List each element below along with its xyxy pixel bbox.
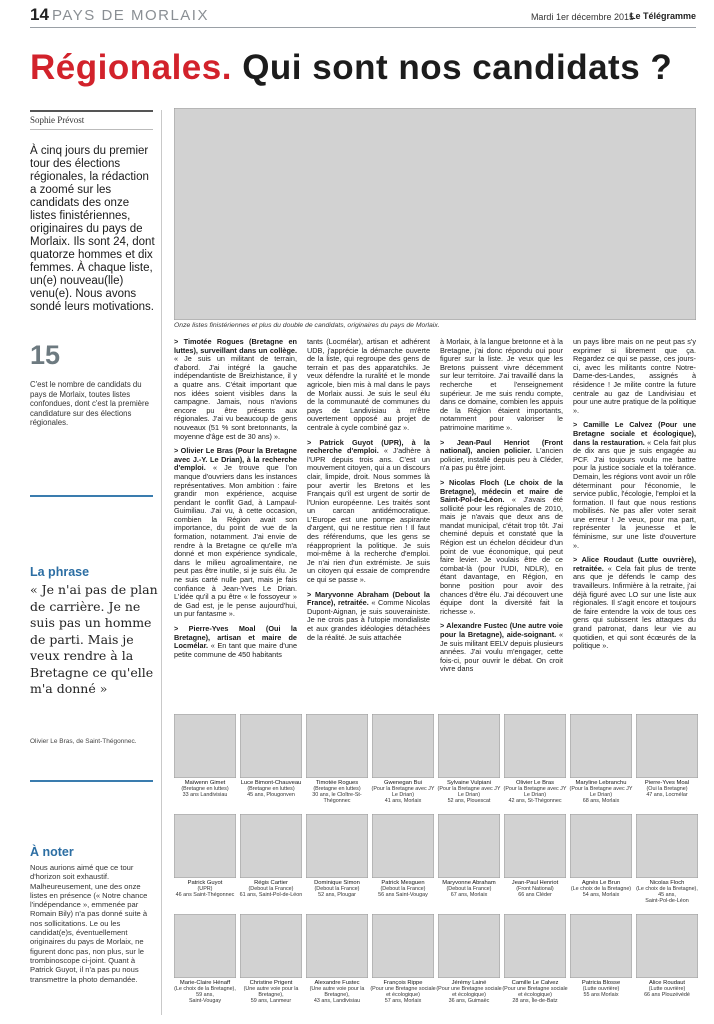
candidate-caption	[634, 980, 700, 998]
candidate-list: (Debout la France)	[314, 886, 360, 892]
candidate-info: 55 ans Morlaix	[583, 992, 619, 998]
note-heading: À noter	[30, 845, 74, 859]
entry-text: « Cela fait plus de trente ans que je défends le camp des travailleurs. Infirmière à la retraite, j'ai déjà figuré avec LO sur une liste aux régionales. Il s'agit encore et toujours de faire entendre la voix de tous ces gens qui subissent les attaques du grand patronat, dans leur vie au quotidien, et qui sont écœurés de la politique ».	[573, 563, 696, 651]
candidate-caption	[172, 780, 238, 798]
issue-date: Mardi 1er décembre 2015	[530, 12, 634, 22]
candidate-caption	[304, 880, 370, 898]
candidate-name: Gwenegan Bui	[383, 780, 423, 786]
entry-name: > Olivier Le Bras (Pour la Bretagne avec J.-Y. Le Drian), à la recherche d'emploi.	[174, 446, 297, 473]
candidate-info: 54 ans, Morlaix	[582, 892, 620, 898]
candidate-info: 66 ans Plouzévédé	[644, 992, 690, 998]
candidate-name: Maryvonne Abraham	[442, 880, 496, 886]
candidate-info: 59 ans, Lanmeur	[250, 998, 292, 1004]
candidate-caption	[304, 980, 370, 1004]
entry-text: tants (Locmélar), artisan et adhérent UDB, j'apprécie la démarche ouverte de la liste, qui regroupe des gens de terrain et pas des apparatchiks. Je veux défendre la ruralité et le monde agricole, bien mis à mal dans le pays de Morlaix aussi. Je suis le seul élu de la communauté de communes du pays de Landivisiau à m'être ouvertement opposé au projet de centrale à cycle combiné gaz ».	[307, 338, 430, 432]
candidate-entry	[307, 439, 430, 585]
candidate-list: (Bretagne en luttes)	[313, 786, 361, 792]
candidate-card	[570, 814, 632, 914]
candidate-list: (Oui la Bretagne)	[646, 786, 688, 792]
candidate-photo	[372, 714, 434, 778]
candidate-card	[504, 914, 566, 1014]
candidate-name: Pierre-Yves Moal	[644, 780, 690, 786]
candidate-photo	[240, 814, 302, 878]
candidate-entry	[174, 447, 297, 619]
candidate-list: (Une autre voie pour la Bretagne),	[243, 986, 299, 998]
candidate-card	[240, 814, 302, 914]
candidate-info: 66 ans Cléder	[518, 892, 552, 898]
candidate-caption	[238, 880, 304, 898]
candidate-card	[372, 914, 434, 1014]
candidate-card	[306, 914, 368, 1014]
candidate-list: (Bretagne en luttes)	[181, 786, 229, 792]
photo-caption: Onze listes finistériennes et plus du double de candidats, originaires du pays de Morlaix.	[174, 322, 440, 329]
candidate-info: 33 ans Landivisiau	[182, 792, 228, 798]
candidate-photo	[504, 714, 566, 778]
entry-text: « Je suis un militant de terrain, d'abord. J'ai intégré la gauche indépendantiste de Breizhistance, il y a quatre ans. C'était important que nos idées soient visibles dans la campagne. Jamais, nous n'avions encore pu être présents aux régionales. J'ai vu beaucoup de gens nouveaux (51 % sont bretonnants, la moyenne d'âge est de 30 ans) ».	[174, 354, 297, 441]
candidate-entry	[307, 591, 430, 643]
candidate-info: 46 ans Saint-Thégonnec	[175, 892, 235, 898]
candidate-photo	[504, 814, 566, 878]
candidate-name: Dominique Simon	[314, 880, 360, 886]
article-column-3	[440, 338, 563, 706]
candidate-caption	[436, 980, 502, 1004]
candidate-card	[636, 714, 698, 814]
candidate-card	[438, 714, 500, 814]
candidate-photo	[570, 914, 632, 978]
article-column-2	[307, 338, 430, 706]
article-column-1	[174, 338, 297, 706]
candidate-info: 28 ans, Île-de-Batz	[512, 998, 558, 1004]
candidate-caption	[436, 880, 502, 898]
candidate-info: 56 ans Saint-Vougay	[378, 892, 428, 898]
page-header	[30, 5, 696, 28]
phrase-quote: « Je n'ai pas de plan de carrière. Je ne suis pas un homme de parti. Mais je veux rendre à la Bretagne ce qu'elle m'a donné »	[30, 582, 158, 696]
column-divider	[161, 110, 162, 1015]
candidate-list: (Bretagne en luttes)	[247, 786, 295, 792]
candidate-photo	[306, 714, 368, 778]
candidate-caption	[502, 980, 568, 1004]
entry-text: à Morlaix, à la langue bretonne et à la Bretagne, j'ai donc répondu oui pour figurer sur la liste. Je veux que les Bretons puissent vivre décemment sur leur territoire. J'ai travaillé dans la recherche et l'enseignement supérieur. Je me suis rendu compte, dans ce domaine, combien les appuis de la Région étaient importants, notamment pour valoriser le patrimoine maritime ».	[440, 338, 563, 432]
title-headline: Qui sont nos candidats ?	[242, 48, 673, 87]
candidate-entry	[440, 338, 563, 433]
candidate-caption	[304, 780, 370, 804]
candidate-caption	[238, 780, 304, 798]
candidate-card	[240, 714, 302, 814]
candidate-info: 47 ans, Locmélar	[646, 792, 688, 798]
candidate-info: 68 ans, Morlaix	[582, 798, 620, 804]
candidate-list: (Pour la Bretagne avec JY Le Drian)	[371, 786, 435, 798]
section-name: PAYS DE MORLAIX	[52, 7, 209, 24]
entry-text: « Comme Nicolas Dupont-Aignan, je suis souverainiste. Je ne crois pas à l'utopie mondialiste et aux grandes idéologies détachées de la réalité. Je suis attachée	[307, 598, 430, 642]
candidate-list: (Debout la France)	[380, 886, 426, 892]
candidate-entry	[174, 338, 297, 441]
candidate-card	[240, 914, 302, 1014]
candidate-entry	[440, 439, 563, 473]
photo-image	[174, 108, 696, 320]
candidate-name: Alice Roudaut	[648, 980, 686, 986]
candidate-caption	[568, 780, 634, 804]
entry-name: > Jean-Paul Henriot (Front national), ancien policier.	[440, 437, 563, 456]
stat-text: C'est le nombre de candidats du pays de Morlaix, toutes listes confondues, dont c'est la première candidature sur des élections régionales.	[30, 380, 149, 428]
candidate-grid	[174, 714, 696, 1014]
candidate-entry	[573, 421, 696, 550]
entry-text: « Cela fait plus de dix ans que je suis engagée au PCF. J'ai toujours voulu me battre pour la justice sociale et la tolérance. Demain, les régions vont avoir un rôle déterminant pour l'économie, le service public, l'écologie, l'emploi et la formation. Il faut que nous restions mobilisés. Ne pas aller voter serait une erreur ! Je veux, pour ma part, représenter la jeunesse et le féminisme, sur une liste d'ouverture ».	[573, 437, 696, 550]
candidate-photo	[306, 814, 368, 878]
title-keyword: Régionales.	[30, 48, 232, 87]
candidate-name: Luce Bimont-Chauveau	[240, 780, 302, 786]
candidate-photo	[174, 714, 236, 778]
candidate-card	[636, 914, 698, 1014]
entry-name: > Patrick Guyot (UPR), à la recherche d'emploi.	[307, 437, 430, 456]
entry-name: > Maryvonne Abraham (Debout la France), retraitée.	[307, 589, 430, 608]
entry-name: > Alice Roudaut (Lutte ouvrière), retraitée.	[573, 555, 696, 573]
entry-text: « Je suis militant EELV depuis plusieurs années. J'ai voulu m'engager, cette fois-ci, pour ouvrir le débat. On croit vivre dans	[440, 630, 563, 674]
candidate-entry	[307, 338, 430, 433]
candidate-caption	[436, 780, 502, 804]
candidate-entry	[440, 622, 563, 674]
candidate-info: Saint-Pol-de-Léon	[645, 898, 689, 904]
note-text: Nous aurions aimé que ce tour d'horizon soit exhaustif. Malheureusement, une des onze listes en présence (« Notre chance l'indépendance », emmenée par Romain Bily) n'a pas donné suite à nos sollicitations. Le ou les candidat(e)s, éventuellement originaires du pays de Morlaix, ne figurent donc pas, non plus, sur le trombinoscope ci-joint. Quant à Patrick Guyot, il n'a pas pu nous transmettre la photo demandée.	[30, 863, 148, 984]
candidate-info: 45 ans, Plougonven	[247, 792, 295, 798]
candidate-card	[570, 714, 632, 814]
candidate-caption	[634, 780, 700, 798]
candidate-info: 57 ans, Morlaix	[384, 998, 422, 1004]
entry-text: « En tant que maire d'une petite commune de 450 habitants	[174, 641, 297, 659]
candidate-photo	[372, 814, 434, 878]
candidate-name: Alexandre Fustec	[314, 980, 360, 986]
candidate-name: Patrick Guyot	[187, 880, 223, 886]
candidate-list: (Pour une Bretagne sociale et écologique)	[502, 986, 568, 998]
candidate-info: 36 ans, Guimaëc	[448, 998, 490, 1004]
candidate-list: (Debout la France)	[248, 886, 294, 892]
candidate-caption	[238, 980, 304, 1004]
street-photo	[174, 108, 696, 320]
candidate-info: Saint-Vougay	[188, 998, 222, 1004]
candidate-name: Patrick Mesguen	[381, 880, 425, 886]
candidate-photo	[636, 814, 698, 878]
entry-name: > Pierre-Yves Moal (Oui la Bretagne), artisan et maire de Locmélar.	[174, 624, 297, 651]
candidate-list: (Lutte ouvrière)	[648, 986, 686, 992]
candidate-card	[306, 714, 368, 814]
candidate-name: Jérémy Lainé	[451, 980, 487, 986]
candidate-photo	[174, 914, 236, 978]
candidate-list: (UPR)	[197, 886, 213, 892]
candidate-caption	[370, 980, 436, 1004]
candidate-list: (Front National)	[516, 886, 554, 892]
candidate-info: 52 ans, Plouescat	[447, 798, 491, 804]
stat-number: 15	[30, 340, 61, 370]
entry-name: > Alexandre Fustec (Une autre voie pour la Bretagne), aide-soignant.	[440, 621, 563, 639]
candidate-photo	[240, 714, 302, 778]
candidate-list: (Pour une Bretagne sociale et écologique)	[370, 986, 436, 998]
candidate-name: François Rippe	[383, 980, 423, 986]
candidate-photo	[570, 714, 632, 778]
candidate-name: Christine Prigent	[249, 980, 293, 986]
candidate-info: 42 ans, St-Thégonnec	[508, 798, 562, 804]
candidate-photo	[438, 914, 500, 978]
candidate-photo	[306, 914, 368, 978]
candidate-photo	[372, 914, 434, 978]
candidate-list: (Le choix de la Bretagne), 45 ans,	[636, 886, 698, 898]
candidate-list: (Lutte ouvrière)	[582, 986, 620, 992]
candidate-card	[504, 714, 566, 814]
candidate-card	[372, 714, 434, 814]
candidate-list: (Le choix de la Bretagne), 59 ans,	[174, 986, 236, 998]
page-title	[30, 48, 672, 88]
candidate-caption	[634, 880, 700, 904]
candidate-name: Camille Le Calvez	[511, 980, 559, 986]
entry-name: > Camille Le Calvez (Pour une Bretagne sociale et écologique), dans la restauration.	[573, 420, 696, 447]
candidate-list: (Le choix de la Bretagne)	[570, 886, 632, 892]
candidate-card	[504, 814, 566, 914]
intro-text: À cinq jours du premier tour des élections régionales, la rédaction a zoomé sur les candidats des onze listes finistériennes, originaires du pays de Morlaix. Ils sont 24, dont quatorze hommes et dix femmes. À chaque liste, un(e) nouveau(lle) venu(e). Nous avons sondé leurs motivations.	[30, 145, 155, 313]
entry-text: un pays libre mais on ne peut pas s'y exprimer si librement que ça. Regardez ce qui se passe, ces jours-ci, avec les militants contre Notre-Dame-des-Landes, assignés à résidence ! Je milite contre la future centrale au gaz de Landivisiau et pour une autre pratique de la politique ».	[573, 338, 696, 415]
candidate-card	[306, 814, 368, 914]
candidate-name: Maïwenn Gimet	[184, 780, 226, 786]
candidate-photo	[438, 814, 500, 878]
candidate-list: (Une autre voie pour la Bretagne),	[309, 986, 365, 998]
candidate-name: Marie-Claire Hénaff	[179, 980, 231, 986]
candidate-caption	[568, 980, 634, 998]
candidate-card	[438, 814, 500, 914]
candidate-name: Régis Cartier	[254, 880, 288, 886]
entry-name: > Nicolas Floch (Le choix de la Bretagne), médecin et maire de Saint-Pol-de-Léon.	[440, 477, 563, 505]
sidebar-rule	[30, 495, 153, 497]
newspaper-name: Le Télégramme	[629, 11, 696, 21]
phrase-source: Olivier Le Bras, de Saint-Thégonnec.	[30, 738, 137, 745]
candidate-photo	[636, 914, 698, 978]
entry-text: « Je trouve que l'on manque d'ouvriers dans les instances représentatives. Mon ambition : faire grandir mon expérience, acquise pendant le conflit Gad, à Lampaul-Guimiliau. J'ai vu, à cette occasion, combien la Région avait son importance, du point de vue de la formation, notamment. J'ai envie de rendre à la Bretagne ce qu'elle m'a donné et mon expérience syndicale, dans le milieu agroalimentaire, ne peut pas être inutile, si je suis élu. Je ne suis carté nulle part, mais je fais confiance à Jean-Yves Le Drian. L'idée qu'il a pu être « le fossoyeur » de Gad est, je le pense aujourd'hui, un pur fantasme ».	[174, 463, 297, 619]
candidate-name: Jean-Paul Henriot	[511, 880, 559, 886]
candidate-list: (Debout la France)	[446, 886, 492, 892]
entry-name: > Timotée Rogues (Bretagne en luttes), surveillant dans un collège.	[174, 338, 297, 355]
candidate-photo	[438, 714, 500, 778]
candidate-caption	[172, 980, 238, 1004]
candidate-photo	[504, 914, 566, 978]
candidate-card	[372, 814, 434, 914]
candidate-info: 67 ans, Morlaix	[450, 892, 488, 898]
candidate-info: 30 ans, le Cloître-St-Thégonnec	[312, 792, 362, 804]
candidate-photo	[636, 714, 698, 778]
candidate-caption	[568, 880, 634, 898]
candidate-card	[174, 714, 236, 814]
candidate-caption	[370, 880, 436, 898]
candidate-card	[174, 814, 236, 914]
candidate-info: 52 ans, Plougar	[318, 892, 356, 898]
candidate-list: (Pour la Bretagne avec JY Le Drian)	[503, 786, 567, 798]
sidebar-rule	[30, 780, 153, 782]
candidate-name: Agnès Le Brun	[581, 880, 621, 886]
entry-text: « J'adhère à l'UPR depuis trois ans. C'est un mouvement citoyen, qui a un discours clair, limpide, droit. Nous sommes là pour avertir les Bretons et les Français qu'il est urgent de sortir de l'Union européenne. Les traités sont un carcan antidémocratique. L'Europe est une pompe aspirante d'argent, qui ne restitue rien ! Il faut des référendums, que les gens se réapproprient la politique. Je suis moi-même à la recherche d'emploi. Je n'ai rien d'un extrémiste. Je suis un citoyen qui essaie de comprendre ce qui se passe ».	[307, 446, 430, 585]
candidate-name: Olivier Le Bras	[515, 780, 554, 786]
candidate-card	[570, 914, 632, 1014]
candidate-caption	[502, 780, 568, 804]
candidate-list: (Pour la Bretagne avec JY Le Drian)	[569, 786, 633, 798]
candidate-caption	[502, 880, 568, 898]
candidate-photo	[570, 814, 632, 878]
phrase-heading: La phrase	[30, 565, 90, 579]
candidate-name: Timotée Rogues	[315, 780, 359, 786]
article-column-4	[573, 338, 696, 706]
candidate-photo	[240, 914, 302, 978]
candidate-card	[438, 914, 500, 1014]
entry-text: « J'avais été sollicité pour les régionales de 2010, mais je n'avais que deux ans de mandat municipal, c'était trop tôt. J'ai cheminé depuis et constaté que la Région est un échelon décideur d'un point de vue économique, qui peut faire levier. Je voulais être de ce combat-là (pour l'UDI, NDLR), en étant davantage, en Région, en bonne position pour avoir des chances d'être élu. J'ai découvert une équipe dont la diversité fait la richesse ».	[440, 495, 563, 616]
candidate-info: 41 ans, Morlaix	[384, 798, 422, 804]
candidate-entry	[440, 479, 563, 617]
page-number: 14	[30, 5, 49, 24]
candidate-entry	[573, 556, 696, 651]
candidate-name: Nicolas Floch	[649, 880, 685, 886]
candidate-caption	[370, 780, 436, 804]
candidate-photo	[174, 814, 236, 878]
candidate-info: 43 ans, Landivisiau	[313, 998, 361, 1004]
byline: Sophie Prévost	[30, 110, 153, 130]
candidate-info: 61 ans, Saint-Pol-de-Léon	[239, 892, 303, 898]
candidate-name: Maryline Lebranchu	[575, 780, 627, 786]
candidate-entry	[174, 625, 297, 659]
candidate-caption	[172, 880, 238, 898]
candidate-list: (Pour une Bretagne sociale et écologique)	[436, 986, 502, 998]
candidate-entry	[573, 338, 696, 415]
candidate-card	[636, 814, 698, 914]
candidate-card	[174, 914, 236, 1014]
candidate-name: Sylvaine Vulpiani	[447, 780, 491, 786]
entry-text: L'ancien policier, installé depuis peu à Cléder, n'a pas pu être joint.	[440, 446, 563, 473]
candidate-name: Patricia Blosse	[581, 980, 621, 986]
candidate-list: (Pour la Bretagne avec JY Le Drian)	[437, 786, 501, 798]
